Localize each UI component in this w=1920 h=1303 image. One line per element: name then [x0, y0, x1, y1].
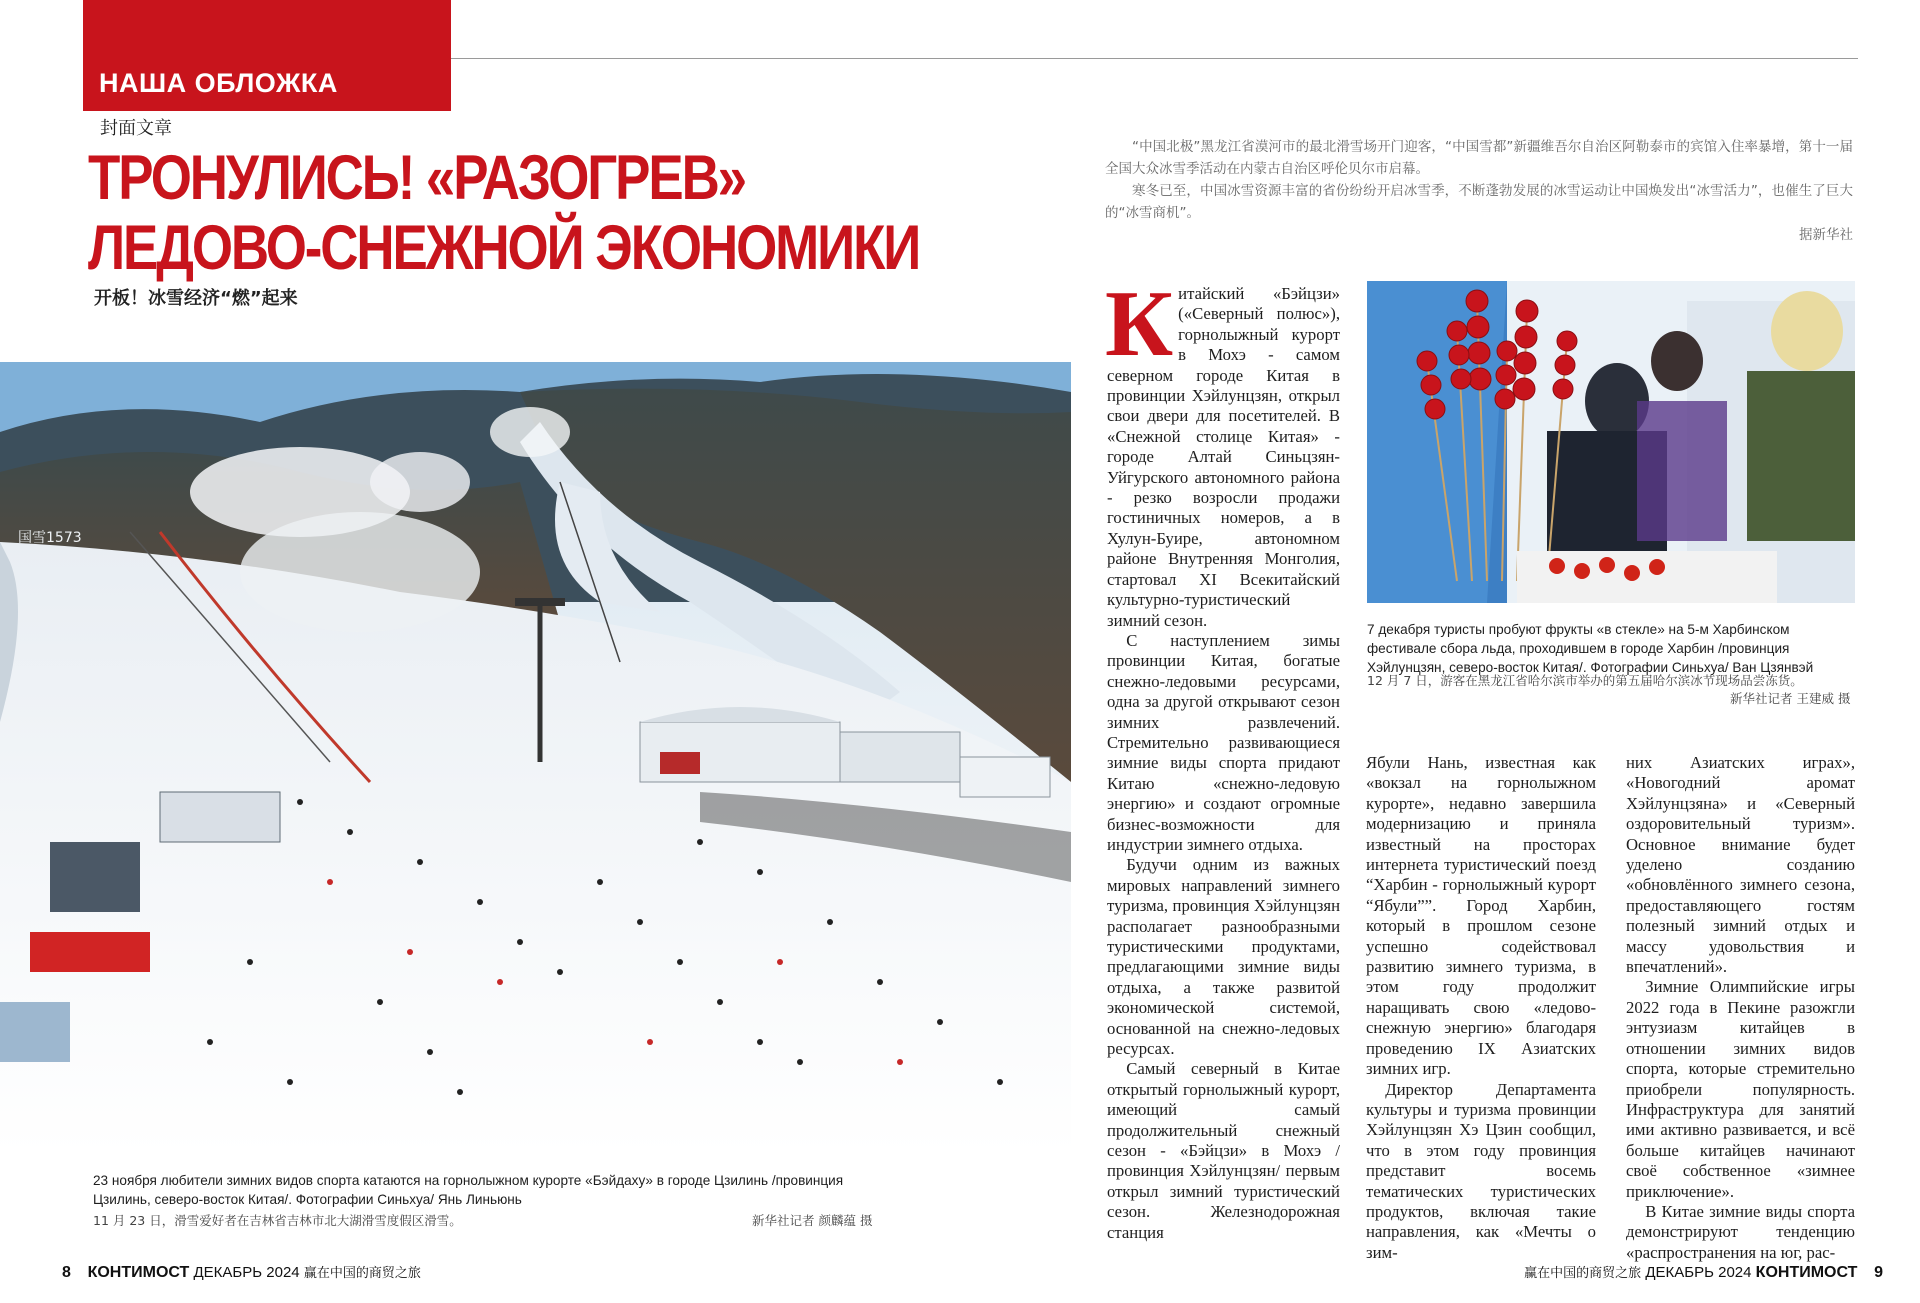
body-paragraph: Директор Департамента культуры и туризма провинции Хэйлунцзян Хэ Цзин сообщил, что в этом году провинция представит восемь тематических туристических продуктов, включая такие направления, как «Мечты о зим- [1366, 1079, 1596, 1262]
body-column-3 [1626, 753, 1855, 1263]
page-number-right: 9 [1874, 1264, 1883, 1281]
headline-line-1: ТРОНУЛИСЬ! «РАЗОГРЕВ» [88, 143, 746, 213]
kicker-cn: 封面文章 [100, 118, 172, 139]
footer-left [62, 1262, 421, 1282]
fruit-skewers-illustration [1367, 281, 1855, 603]
body-paragraph: С наступлением зимы провинции Китая, богатые снежно-ледовыми ресурсами, одна за другой открывают сезон зимних развлечений. Стремительно развивающиеся зимние виды спорта придают Китаю «снежно-ледовую энергию» и создают огромные бизнес-возможности для индустрии зимнего отдыха. [1107, 630, 1340, 854]
drop-cap: К [1105, 272, 1174, 376]
body-paragraph: В Китае зимние виды спорта демонстрируют тенденцию «распространения на юг, рас- [1626, 1201, 1855, 1262]
body-paragraph: Будучи одним из важных мировых направлений зимнего туризма, провинция Хэйлунцзян располагает разнообразными туристическими продуктами, предлагающими зимние виды отдыха, а также развитой экономической системой, основанной на снежно-ледовых ресурсах. [1107, 855, 1340, 1059]
issue-date-right: ДЕКАБРЬ 2024 [1645, 1264, 1752, 1281]
right-photo-credit: 新华社记者 王建威 摄 [1730, 691, 1851, 706]
ski-resort-illustration [0, 362, 1071, 1154]
slogan-right: 赢在中国的商贸之旅 [1524, 1266, 1642, 1281]
right-photo-caption-cn: 12 月 7 日，游客在黑龙江省哈尔滨市举办的第五届哈尔滨冰节现场品尝冻货。 [1367, 673, 1803, 688]
headline-line-2: ЛЕДОВО-СНЕЖНОЙ ЭКОНОМИКИ [88, 213, 920, 283]
body-paragraph: Зимние Олимпийские игры 2022 года в Пекине разожгли энтузиазм китайцев в отношении зимних видов спорта, которые стремительно приобрели популярность. Инфраструктура для занятий ими активно развивается, и всё больше китайцев начинают своё собственное «зимнее приключение». [1626, 977, 1855, 1201]
right-photo-caption: 7 декабря туристы пробуют фрукты «в стекле» на 5-м Харбинском фестивале сбора льда, проходившем в городе Харбин /провинция Хэйлунцзян, северо-восток Китая/. Фотографии Синьхуа/ Ван Цзянвэй [1367, 622, 1814, 675]
main-photo-caption-cn: 11 月 23 日，滑雪爱好者在吉林省吉林市北大湖滑雪度假区滑雪。 [93, 1213, 462, 1228]
ski-resort-photo [0, 362, 1071, 1154]
page-number-left: 8 [62, 1264, 71, 1281]
footer-right [1524, 1262, 1883, 1282]
header-rule [451, 58, 1858, 59]
intro-cn-source: 据新华社 [1799, 227, 1853, 243]
issue-date-left: ДЕКАБРЬ 2024 [193, 1264, 300, 1281]
main-photo-credit: 新华社记者 颜麟蕴 摄 [752, 1213, 873, 1228]
body-paragraph: Самый северный в Китае открытый горнолыжный курорт, имеющий самый продолжительный снежный сезон - «Бэйцзи» в Мохэ /провинция Хэйлунцзян/ первым открыл зимний туристический сезон. Железнодорожная станция [1107, 1059, 1340, 1242]
intro-cn-paragraph: 寒冬已至，中国冰雪资源丰富的省份纷纷开启冰雪季，不断蓬勃发展的冰雪运动让中国焕发出“冰雪活力”，也催生了巨大的“冰雪商机”。 [1105, 183, 1853, 221]
headline [88, 143, 920, 283]
slogan-left: 赢在中国的商贸之旅 [303, 1266, 421, 1281]
magazine-name-right: КОНТИМОСТ [1755, 1264, 1858, 1281]
intro-cn [1105, 136, 1853, 246]
subhead-cn: 开板！冰雪经济“燃”起来 [94, 288, 298, 309]
main-photo-caption: 23 ноября любители зимних видов спорта катаются на горнолыжном курорте «Бэйдаху» в городе Цзилинь /провинция Цзилинь, северо-восток Китая/. Фотографии Синьхуа/ Янь Линьюнь [93, 1173, 844, 1207]
body-column-1 [1105, 272, 1340, 1243]
resort-sign-text: 国雪1573 [18, 530, 82, 546]
intro-cn-paragraph: “中国北极”黑龙江省漠河市的最北滑雪场开门迎客，“中国雪都”新疆维吾尔自治区阿勒泰市的宾馆入住率暴增，第十一届全国大众冰雪季活动在内蒙古自治区呼伦贝尔市启幕。 [1105, 139, 1853, 177]
fruit-skewers-photo [1367, 281, 1855, 603]
body-column-2 [1366, 753, 1596, 1263]
body-paragraph: них Азиатских играх», «Новогодний аромат Хэйлунцзяна» и «Северный оздоровительный туризм». Основное внимание будет уделено созданию «обновлённого зимнего сезона, предоставляющего гостям полезный зимний отдых и массу удовольствия и впечатлений». [1626, 753, 1855, 977]
section-label: НАША ОБЛОЖКА [99, 68, 338, 98]
magazine-name-left: КОНТИМОСТ [87, 1264, 190, 1281]
section-label-tab [83, 0, 451, 111]
body-paragraph: Китайский «Бэйцзи» («Северный полюс»), горнолыжный курорт в Мохэ - самом северном городе Китая в провинции Хэйлунцзян, открыл свои двери для посетителей. В «Снежной столице Китая» - городе Алтай Синьцзян-Уйгурского автономного района - резко возросли продажи гостиничных номеров, а в Хулун-Буире, автономном районе Внутренняя Монголия, стартовал XI Всекитайский культурно-туристический зимний сезон. [1105, 272, 1340, 630]
body-paragraph: Ябули Нань, известная как «вокзал на горнолыжном курорте», недавно завершила модернизацию и приняла известный на просторах интернета туристический поезд “Харбин - горнолыжный курорт “Ябули””. Город Харбин, который в прошлом сезоне успешно содействовал развитию зимнего туризма, в этом году продолжит наращивать свою «ледово-снежную энергию» благодаря проведению IX Азиатских зимних игр. [1366, 753, 1596, 1079]
